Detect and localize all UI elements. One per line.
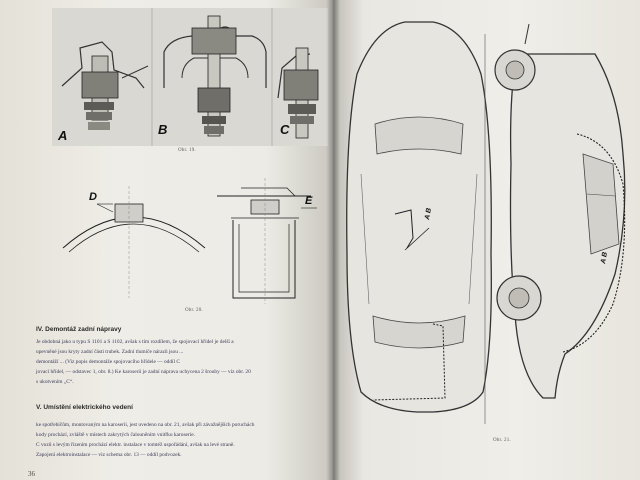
figure-19-photo [52, 8, 328, 146]
figure-20-panel-e [217, 178, 317, 304]
figure-19-label-b: B [158, 122, 168, 137]
page-number: 36 [28, 470, 35, 478]
figure-21-car-drawing [333, 14, 640, 434]
section-iv-line: Je obdobná jako u typu S 1101 a S 1102, avšak s tím rozdílem, že spojovací hřídel je delší a [36, 339, 234, 345]
figure-21-top-view [347, 22, 492, 412]
section-iv-line: jovací hřídel, — odstavec 1, obr. 8.) Ke karoserii je zadní náprava uchycena 2 šrouby — viz obr. 20 [36, 369, 251, 375]
right-page [333, 0, 640, 480]
figure-21-label-ab-top: A B [424, 207, 434, 221]
figure-19-label-a: A [58, 128, 68, 143]
figure-20-caption: Obr. 20. [185, 308, 203, 313]
section-iv-line: s ukotvením „C“. [36, 379, 74, 385]
figure-21-caption: Obr. 21. [493, 438, 511, 443]
section-v-line: kody prochází, zvláště v místech zakrytých čalouněním vnitřku karoserie. [36, 432, 195, 438]
figure-20-drawing [55, 178, 330, 308]
figure-19-caption: Obr. 19. [178, 148, 196, 153]
figure-20-panel-d [63, 186, 205, 298]
section-iv-line: upevněné jsou kryty zadní části trubek. Zadní tlumiče nárazů jsou ... [36, 349, 184, 355]
section-v-line: Zapojení elektroinstalace — viz schema obr. 13 — oddíl podvozek. [36, 452, 182, 458]
figure-21-side-view [485, 24, 625, 424]
figure-19-label-c: C [280, 122, 290, 137]
figure-21-label-ab-side: A B [600, 251, 610, 265]
section-iv-text [36, 337, 251, 387]
section-v-text [36, 420, 254, 460]
figure-20-label-e: E [305, 195, 313, 207]
section-v-line: ke spotřebičům, montovaným na karoserii, jest uvedeno na obr. 21, avšak při závažnějších poruchách [36, 422, 255, 428]
book-gutter [326, 0, 340, 480]
section-v-title: V. Umístění elektrického vedení [36, 404, 133, 411]
section-iv-title: IV. Demontáž zadní nápravy [36, 326, 122, 333]
figure-20-label-d: D [89, 191, 97, 203]
section-v-line: C vozů s levým řízením prochází elektr. instalace v tomtéž uspořádání, avšak na levé straně. [36, 442, 235, 448]
section-iv-line: demontáží ... (Viz popis demontáže spojovacího hřídele — oddíl C [36, 359, 180, 365]
